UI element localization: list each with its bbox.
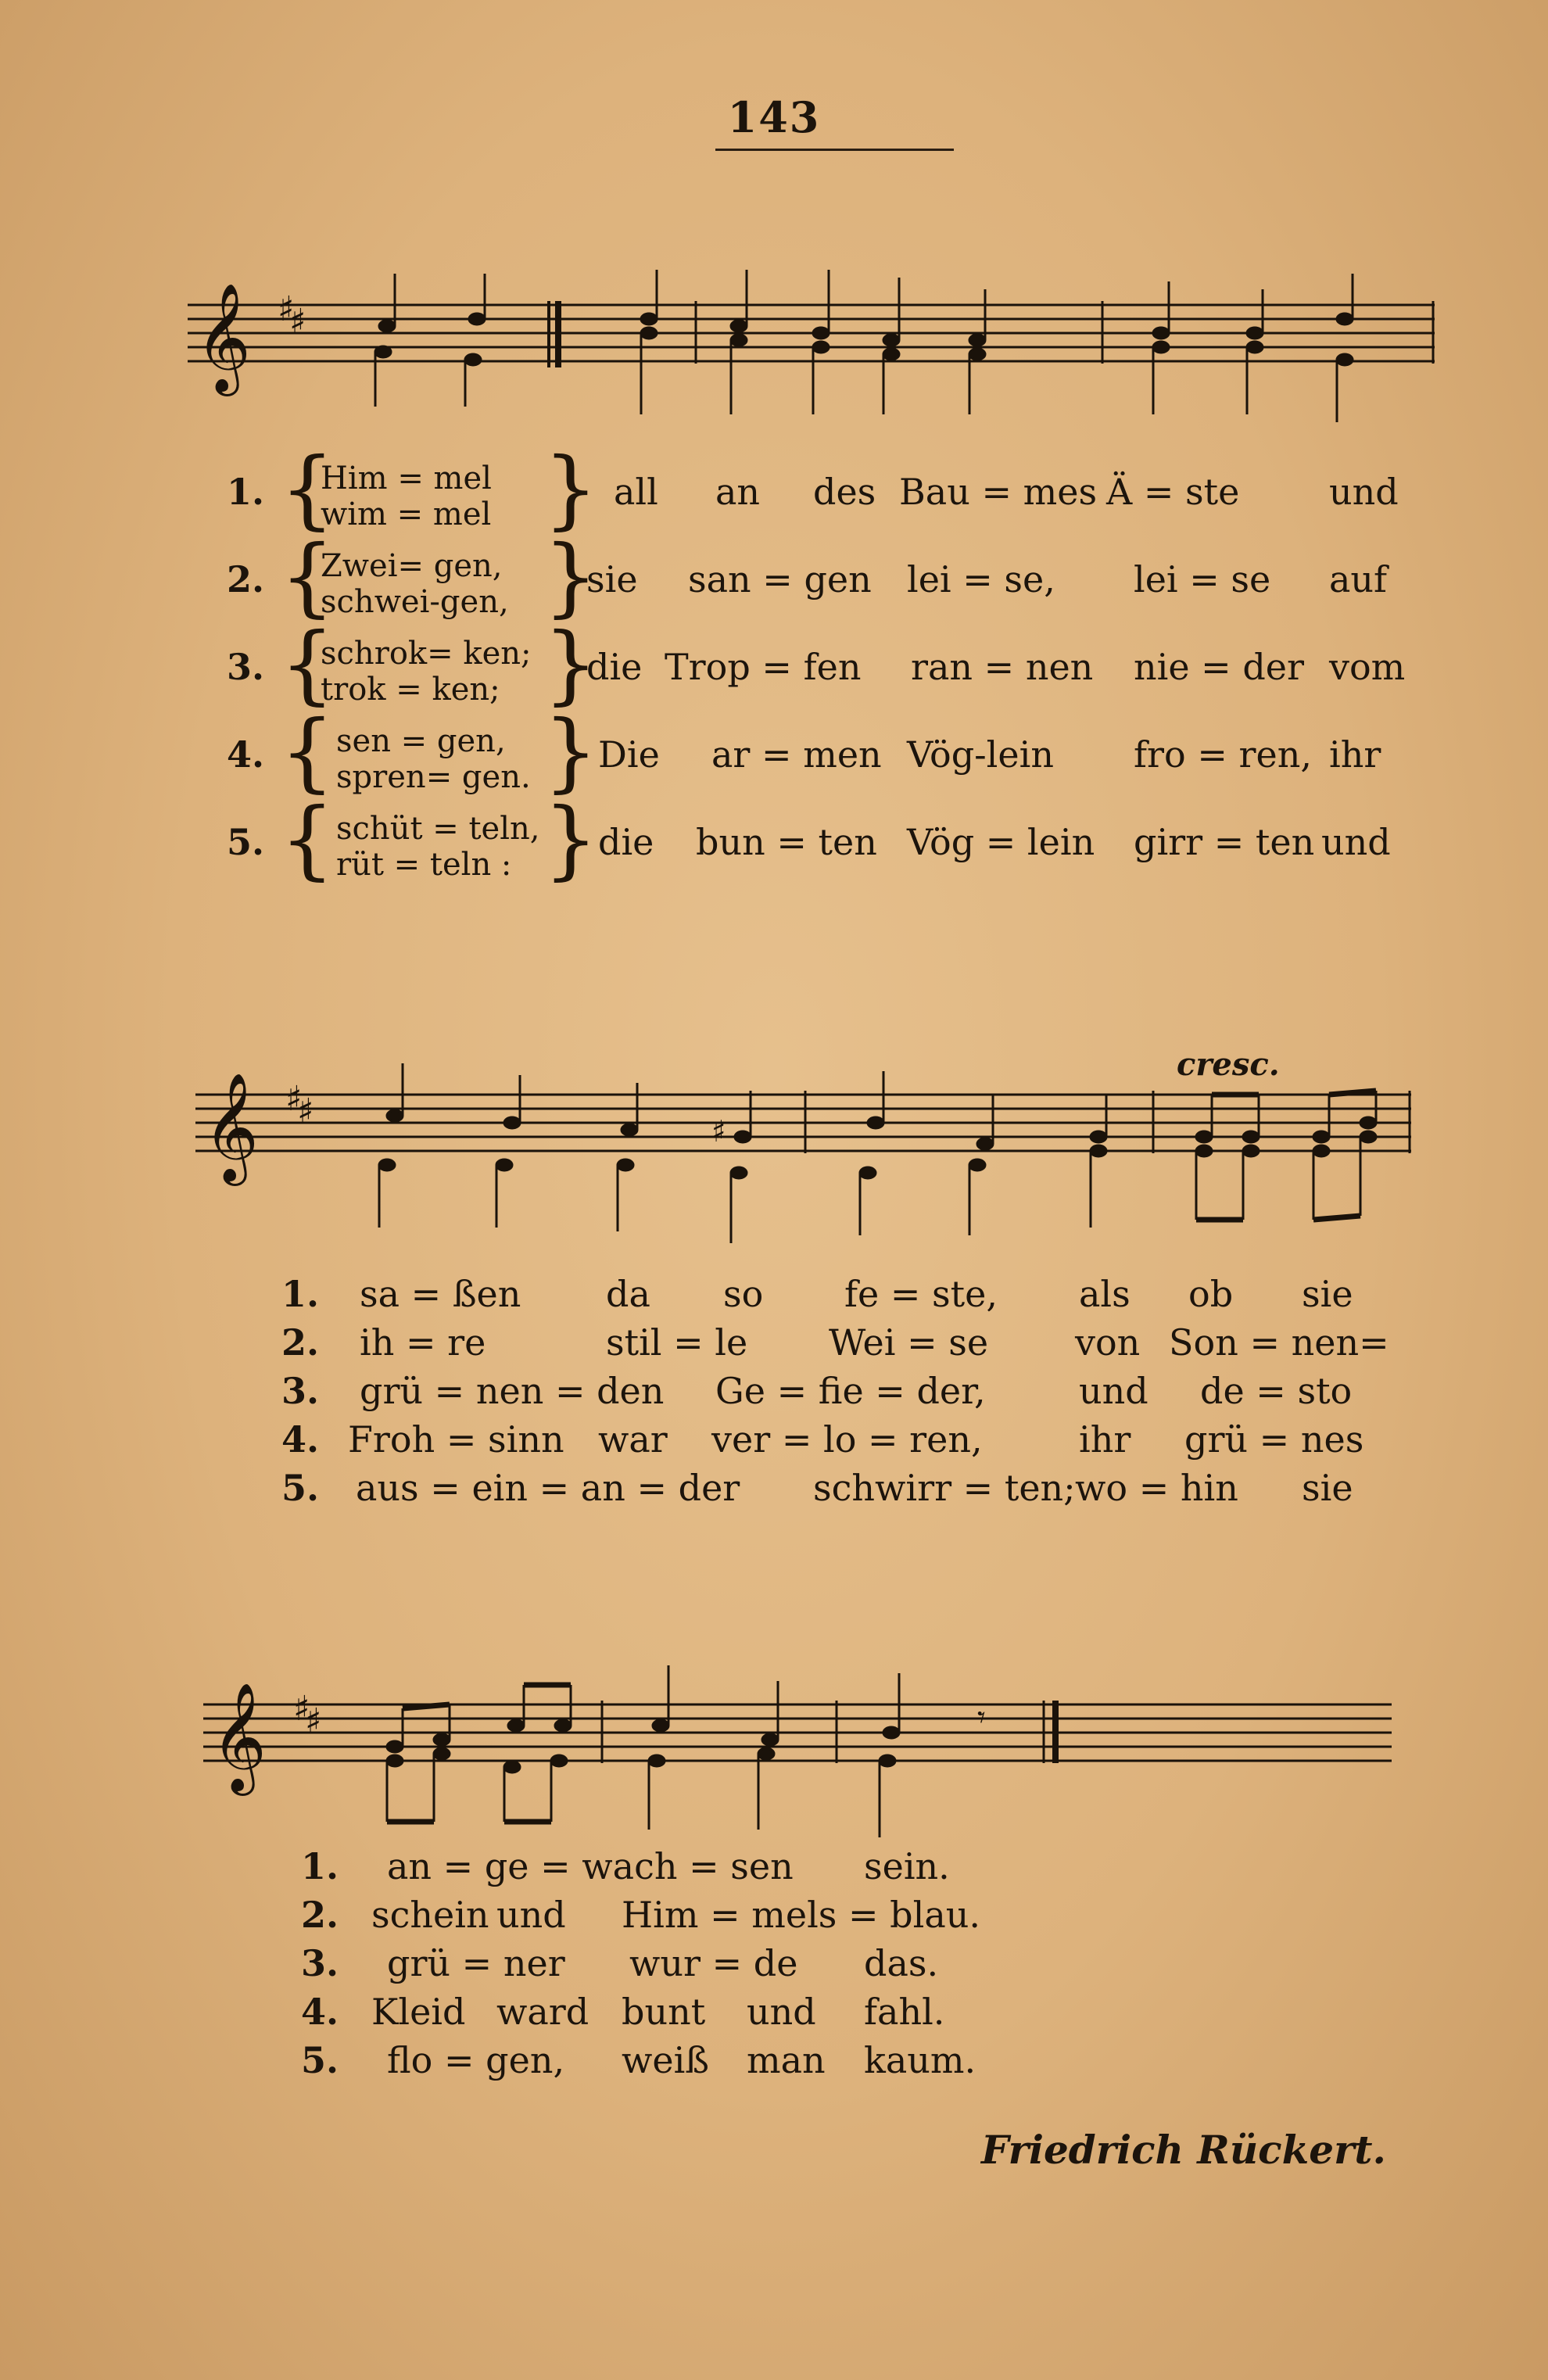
brace-left: {: [280, 789, 335, 889]
verse-line-b: spren= gen.: [336, 759, 531, 795]
lyric-word: ih = re: [360, 1321, 486, 1364]
lyric-word: Ä = ste: [1106, 471, 1240, 513]
lyric-word: Son = nen=: [1169, 1321, 1389, 1364]
lyric-word: lei = se,: [907, 558, 1055, 600]
lyric-word: fro = ren,: [1134, 733, 1312, 776]
lyric-word: und: [496, 1894, 566, 1936]
lyric-word: ob: [1188, 1273, 1234, 1315]
verse-number: 1.: [227, 471, 265, 513]
brace-right: }: [543, 789, 598, 889]
verse-line-a: Zwei= gen,: [321, 548, 503, 584]
lyric-word: Froh = sinn: [348, 1418, 564, 1461]
lyric-word: grü = ner: [387, 1942, 565, 1984]
page-number-rule: [715, 149, 954, 151]
lyric-word: sie: [586, 558, 638, 600]
svg-text:𝄞: 𝄞: [195, 283, 251, 392]
lyric-word: Ge = fie = der,: [715, 1370, 986, 1412]
verse-row: [281, 1273, 1392, 1320]
verse-number: 3.: [227, 646, 265, 688]
music-staff-2: [188, 1048, 1423, 1274]
brace-left: {: [280, 439, 335, 539]
verse-line-a: schüt = teln,: [336, 811, 540, 847]
lyric-word: auf: [1329, 558, 1388, 600]
verse-number: 1.: [301, 1845, 339, 1887]
lyrics-section-2: [281, 1273, 1392, 1523]
lyric-word: war: [598, 1418, 668, 1461]
verse-line-b: wim = mel: [321, 496, 492, 532]
svg-text:♯: ♯: [289, 302, 306, 342]
verse-row: [281, 1418, 1392, 1465]
verse-number: 1.: [281, 1273, 320, 1315]
brace-right: }: [543, 701, 598, 801]
lyric-word: so: [723, 1273, 764, 1315]
lyric-word: wo = hin: [1075, 1467, 1238, 1509]
lyric-word: man: [747, 2039, 826, 2081]
brace-left: {: [280, 526, 335, 626]
verse-row: [301, 2039, 1005, 2086]
lyric-word: und: [1329, 471, 1399, 513]
lyric-word: und: [747, 1991, 816, 2033]
lyric-word: bun = ten: [696, 821, 877, 863]
verse-number: 5.: [227, 821, 265, 863]
lyric-word: aus = ein = an = der: [356, 1467, 740, 1509]
lyric-word: Kleid: [371, 1991, 466, 2033]
lyric-word: kaum.: [864, 2039, 976, 2081]
svg-text:♯: ♯: [297, 1091, 314, 1131]
lyric-word: Wei = se: [829, 1321, 989, 1364]
lyric-word: ward: [496, 1991, 589, 2033]
lyrics-section-3: [301, 1845, 1005, 2095]
verse-line-b: rüt = teln :: [336, 847, 512, 883]
verse-row: [301, 1894, 1005, 1941]
verse-number: 5.: [301, 2039, 339, 2081]
lyric-word: all: [614, 471, 658, 513]
lyric-word: das.: [864, 1942, 939, 1984]
verse-number: 4.: [281, 1418, 320, 1461]
lyric-word: von: [1075, 1321, 1141, 1364]
lyrics-section-1: [227, 439, 1423, 907]
verse-row: [281, 1370, 1392, 1417]
lyric-word: die: [586, 646, 643, 688]
lyric-word: vom: [1329, 646, 1406, 688]
lyric-word: des: [813, 471, 876, 513]
lyric-word: ihr: [1329, 733, 1381, 776]
verse-number: 2.: [227, 558, 265, 600]
verse-line-a: schrok= ken;: [321, 636, 532, 672]
lyric-word: schwirr = ten;: [813, 1467, 1076, 1509]
lyric-word: an = ge = wach = sen: [387, 1845, 794, 1887]
lyric-word: die: [598, 821, 654, 863]
brace-right: }: [543, 614, 598, 714]
brace-left: {: [280, 701, 335, 801]
lyric-word: und: [1079, 1370, 1148, 1412]
lyric-word: Vög-lein: [907, 733, 1054, 776]
lyric-word: flo = gen,: [387, 2039, 565, 2081]
lyric-word: da: [606, 1273, 650, 1315]
lyric-word: Vög = lein: [907, 821, 1095, 863]
svg-text:𝄞: 𝄞: [211, 1683, 267, 1791]
lyric-word: Bau = mes: [899, 471, 1098, 513]
verse-number: 4.: [227, 733, 265, 776]
verse-number: 2.: [281, 1321, 320, 1364]
brace-right: }: [543, 439, 598, 539]
music-staff-3: [195, 1650, 1399, 1853]
verse-line-a: Him = mel: [321, 461, 492, 496]
verse-row: [227, 439, 1423, 539]
verse-number: 2.: [301, 1894, 339, 1936]
lyric-word: ran = nen: [911, 646, 1094, 688]
lyric-word: stil = le: [606, 1321, 748, 1364]
lyric-word: nie = der: [1134, 646, 1305, 688]
verse-number: 4.: [301, 1991, 339, 2033]
verse-row: [227, 789, 1423, 889]
lyric-word: und: [1321, 821, 1391, 863]
lyric-word: an: [715, 471, 761, 513]
verse-row: [301, 1942, 1005, 1989]
verse-row: [227, 701, 1423, 801]
verse-line-a: sen = gen,: [336, 723, 506, 759]
svg-text:♯: ♯: [305, 1701, 322, 1741]
svg-text:𝄞: 𝄞: [203, 1073, 259, 1181]
lyric-word: weiß: [622, 2039, 710, 2081]
brace-right: }: [543, 526, 598, 626]
lyric-word: als: [1079, 1273, 1131, 1315]
svg-text:𝄾: 𝄾: [977, 1700, 986, 1736]
lyric-word: fe = ste,: [844, 1273, 998, 1315]
verse-line-b: schwei-gen,: [321, 584, 509, 620]
lyric-word: grü = nes: [1184, 1418, 1364, 1461]
lyric-word: Die: [598, 733, 660, 776]
verse-number: 3.: [281, 1370, 320, 1412]
verse-row: [281, 1321, 1392, 1368]
brace-left: {: [280, 614, 335, 714]
music-staff-1: [180, 258, 1446, 438]
verse-row: [301, 1991, 1005, 2038]
svg-text:♯: ♯: [293, 1689, 310, 1729]
svg-text:♯: ♯: [278, 289, 295, 329]
lyric-word: fahl.: [864, 1991, 945, 2033]
verse-number: 3.: [301, 1942, 339, 1984]
lyric-word: lei = se: [1134, 558, 1271, 600]
verse-line-b: trok = ken;: [321, 672, 500, 708]
svg-text:♯: ♯: [285, 1079, 303, 1119]
verse-row: [227, 614, 1423, 714]
lyric-word: Him = mels = blau.: [622, 1894, 981, 1936]
verse-number: 5.: [281, 1467, 320, 1509]
lyric-word: ar = men: [711, 733, 882, 776]
lyric-word: bunt: [622, 1991, 706, 2033]
lyric-word: sie: [1302, 1467, 1353, 1509]
svg-text:♯: ♯: [711, 1114, 726, 1149]
crescendo-marking: cresc.: [1177, 1046, 1280, 1083]
lyric-word: grü = nen = den: [360, 1370, 665, 1412]
lyric-word: san = gen: [688, 558, 872, 600]
lyric-word: wur = de: [629, 1942, 798, 1984]
page-number: 143: [727, 92, 821, 142]
lyric-word: sein.: [864, 1845, 950, 1887]
lyric-word: sie: [1302, 1273, 1353, 1315]
author-signature: Friedrich Rückert.: [981, 2127, 1386, 2173]
lyric-word: ver = lo = ren,: [711, 1418, 983, 1461]
lyric-word: ihr: [1079, 1418, 1131, 1461]
verse-row: [301, 1845, 1005, 1892]
lyric-word: Trop = fen: [665, 646, 862, 688]
lyric-word: de = sto: [1200, 1370, 1353, 1412]
lyric-word: girr = ten: [1134, 821, 1315, 863]
verse-row: [281, 1467, 1392, 1514]
lyric-word: sa = ßen: [360, 1273, 521, 1315]
verse-row: [227, 526, 1423, 626]
lyric-word: schein: [371, 1894, 489, 1936]
